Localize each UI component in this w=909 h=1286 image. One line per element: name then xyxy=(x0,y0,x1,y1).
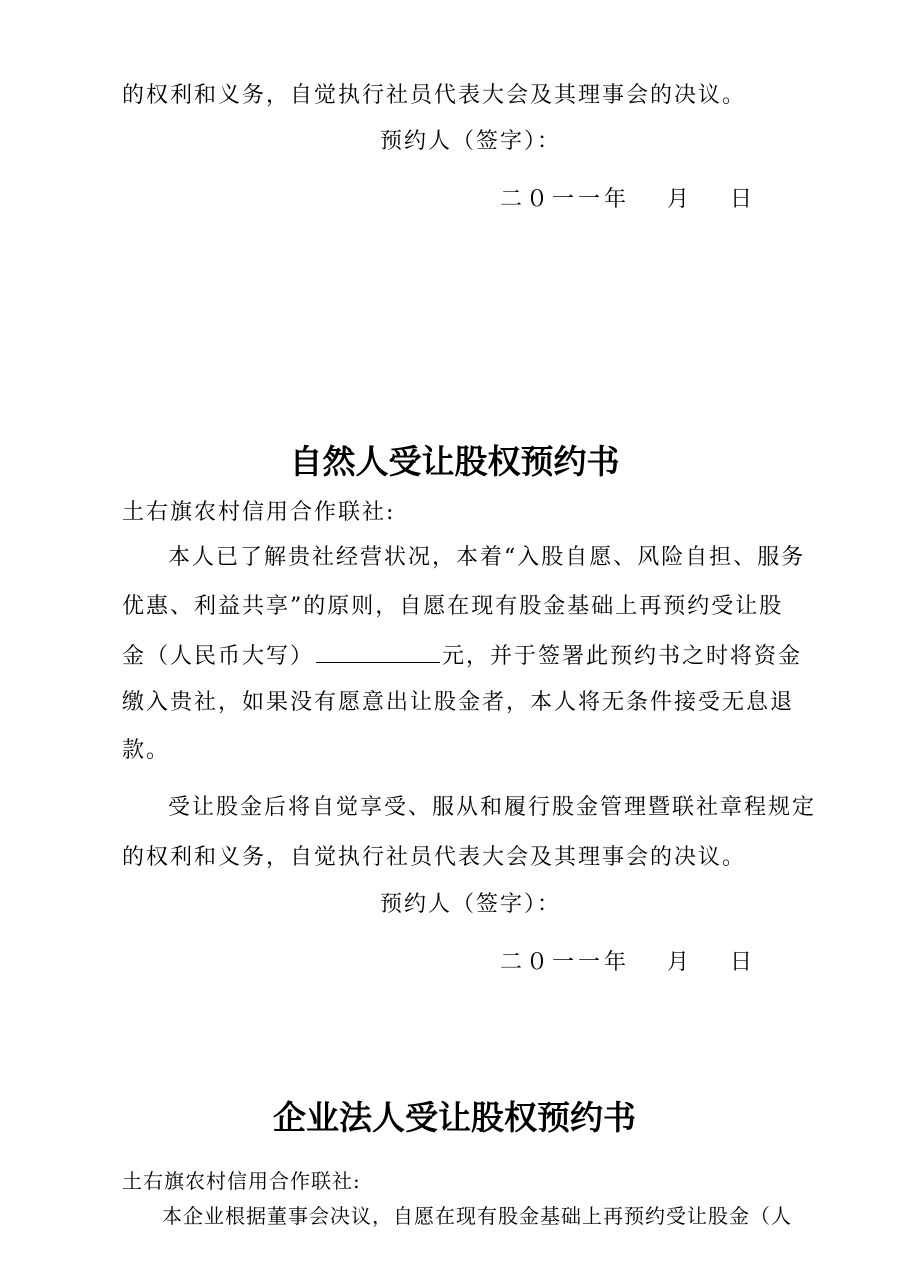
signature-line: 预约人（签字）： xyxy=(380,892,562,917)
paragraph-line-amount xyxy=(122,640,822,672)
date-line: 二０一一年 月 日 xyxy=(500,950,756,975)
paragraph-line: 优惠、利益共享”的原则，自愿在现有股金基础上再预约受让股 xyxy=(122,594,784,619)
amount-label: 金（人民币大写） xyxy=(122,644,315,669)
addressee: 土右旗农村信用合作联社: xyxy=(122,1169,361,1193)
addressee: 土右旗农村信用合作联社: xyxy=(122,500,396,525)
paragraph-line: 缴入贵社，如果没有愿意出让股金者，本人将无条件接受无息退 xyxy=(122,690,795,715)
paragraph-line: 本人已了解贵社经营状况，本着“入股自愿、风险自担、服务 xyxy=(168,545,806,570)
section-title-enterprise: 企业法人受让股权预约书 xyxy=(273,1098,636,1137)
amount-blank-field[interactable] xyxy=(316,640,440,663)
paragraph-line: 的权利和义务，自觉执行社员代表大会及其理事会的决议。 xyxy=(122,845,747,870)
paragraph-line: 款。 xyxy=(122,738,171,763)
paragraph-line: 受让股金后将自觉享受、服从和履行股金管理暨联社章程规定 xyxy=(168,795,817,820)
paragraph-line: 本企业根据董事会决议，自愿在现有股金基础上再预约受让股金（人 xyxy=(162,1204,792,1228)
amount-suffix: 元，并于签署此预约书之时将资金 xyxy=(442,644,803,669)
date-line: 二０一一年 月 日 xyxy=(500,187,756,212)
section-title-natural-person: 自然人受让股权预约书 xyxy=(289,442,620,481)
signature-line: 预约人（签字）： xyxy=(380,129,562,154)
continuation-text: 的权利和义务，自觉执行社员代表大会及其理事会的决议。 xyxy=(122,83,747,108)
